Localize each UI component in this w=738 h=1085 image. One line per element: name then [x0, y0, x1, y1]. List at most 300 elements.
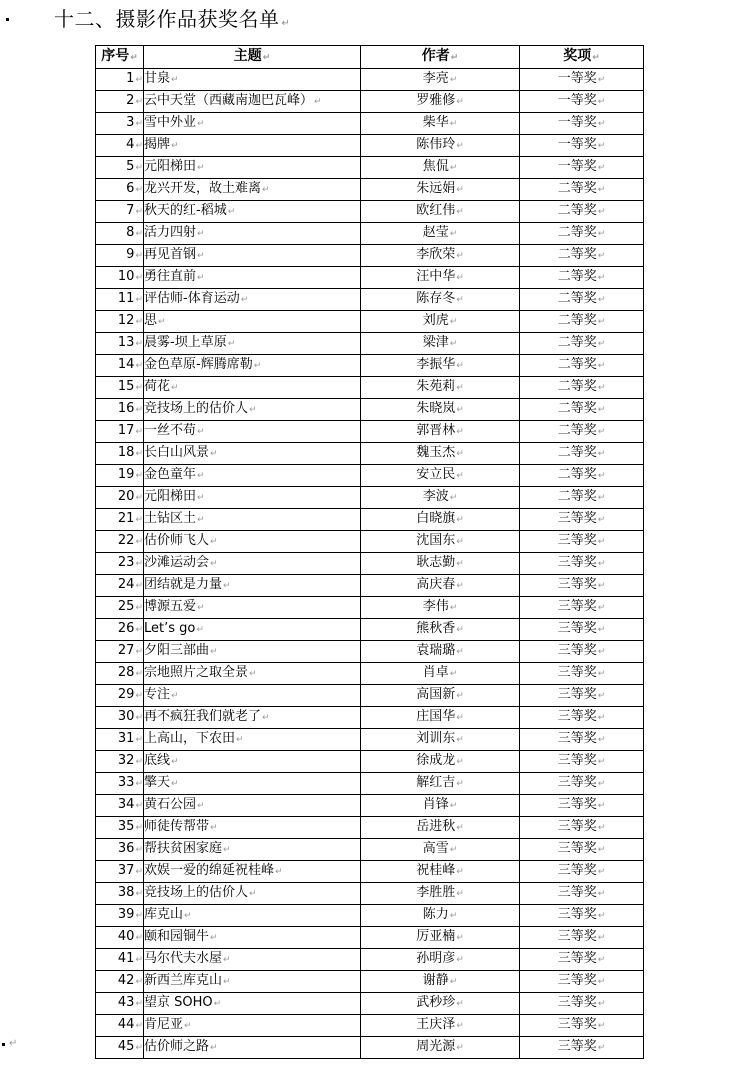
paragraph-mark-icon: ↵: [456, 999, 464, 1009]
paragraph-mark-icon: ↵: [456, 405, 464, 415]
paragraph-mark-icon: ↵: [597, 75, 606, 85]
row-no-cell: [96, 663, 144, 685]
paragraph-mark-icon: ↵: [135, 361, 143, 371]
row-no-cell: [96, 91, 144, 113]
header-no-label: 序号: [101, 48, 130, 64]
table-row: [96, 795, 644, 817]
row-topic-cell: [144, 641, 361, 663]
row-award: 一等奖: [557, 115, 597, 130]
row-author: 郭晋林: [416, 423, 456, 438]
row-award-cell: [520, 135, 644, 157]
row-topic: 肯尼亚: [144, 1017, 184, 1032]
row-author-cell: [361, 993, 520, 1015]
row-author: 朱晓岚: [416, 401, 456, 416]
paragraph-mark-icon: ↵: [135, 1043, 143, 1053]
paragraph-mark-icon: ↵: [456, 691, 464, 701]
row-no: 10: [117, 269, 135, 284]
row-no: 21: [117, 511, 135, 526]
paragraph-mark-icon: ↵: [184, 911, 192, 921]
row-author-cell: [361, 773, 520, 795]
row-topic-cell: [144, 267, 361, 289]
paragraph-mark-icon: ↵: [456, 449, 464, 459]
row-no: 33: [117, 775, 135, 790]
row-award-cell: [520, 707, 644, 729]
row-award-cell: [520, 157, 644, 179]
table-row: [96, 135, 644, 157]
row-no: 15: [117, 379, 135, 394]
paragraph-mark-icon: ↵: [456, 867, 464, 877]
row-no-cell: [96, 597, 144, 619]
row-no: 8: [126, 225, 135, 240]
row-author-cell: [361, 971, 520, 993]
header-author: [361, 46, 520, 69]
row-topic: 估价师之路: [144, 1039, 210, 1054]
paragraph-mark-icon: ↵: [197, 229, 205, 239]
row-topic: 库克山: [144, 907, 184, 922]
row-award: 二等奖: [557, 445, 597, 460]
row-award: 三等奖: [557, 907, 597, 922]
paragraph-mark-icon: ↵: [227, 339, 236, 349]
page-title: [54, 6, 290, 37]
table-row: [96, 685, 644, 707]
row-author-cell: [361, 223, 520, 245]
row-no-cell: [96, 355, 144, 377]
paragraph-mark-icon: ↵: [236, 735, 244, 745]
row-author-cell: [361, 421, 520, 443]
row-no-cell: [96, 69, 144, 91]
table-row: [96, 883, 644, 905]
paragraph-mark-icon: ↵: [223, 845, 231, 855]
row-topic: 金色童年: [144, 467, 197, 482]
row-topic-cell: [144, 861, 361, 883]
row-author-cell: [361, 795, 520, 817]
paragraph-mark-icon: ↵: [597, 977, 606, 987]
paragraph-mark-icon: ↵: [135, 691, 143, 701]
paragraph-mark-icon: ↵: [135, 889, 143, 899]
row-author-cell: [361, 861, 520, 883]
header-topic-label: 主题: [233, 48, 262, 64]
row-no: 22: [117, 533, 135, 548]
paragraph-mark-icon: ↵: [456, 955, 464, 965]
row-author-cell: [361, 531, 520, 553]
paragraph-mark-icon: ↵: [171, 383, 179, 393]
paragraph-mark-icon: ↵: [240, 295, 249, 305]
paragraph-mark-icon: ↵: [135, 515, 143, 525]
row-no: 17: [117, 423, 135, 438]
paragraph-mark-icon: ↵: [597, 405, 606, 415]
row-award-cell: [520, 69, 644, 91]
paragraph-mark-icon: ↵: [456, 823, 464, 833]
row-award: 二等奖: [557, 225, 597, 240]
row-topic-cell: [144, 1015, 361, 1037]
row-no: 41: [117, 951, 135, 966]
row-no: 23: [117, 555, 135, 570]
row-no-cell: [96, 861, 144, 883]
row-topic: 思: [144, 313, 158, 328]
paragraph-mark-icon: ↵: [135, 823, 143, 833]
paragraph-mark-icon: ↵: [449, 669, 458, 679]
row-no: 44: [117, 1017, 135, 1032]
row-topic-cell: [144, 619, 361, 641]
paragraph-mark-icon: ↵: [213, 999, 222, 1009]
row-no: 34: [117, 797, 135, 812]
table-row: [96, 333, 644, 355]
paragraph-mark-icon: ↵: [456, 427, 464, 437]
paragraph-mark-icon: ↵: [135, 185, 143, 195]
paragraph-mark-icon: ↵: [597, 713, 606, 723]
paragraph-mark-icon: ↵: [597, 691, 606, 701]
row-no-cell: [96, 443, 144, 465]
paragraph-mark-icon: ↵: [197, 493, 205, 503]
row-award: 三等奖: [557, 951, 597, 966]
paragraph-mark-icon: ↵: [456, 273, 464, 283]
paragraph-mark-icon: ↵: [135, 207, 143, 217]
row-no: 35: [117, 819, 135, 834]
row-award: 二等奖: [557, 489, 597, 504]
row-award: 一等奖: [557, 71, 597, 86]
row-award: 三等奖: [557, 665, 597, 680]
paragraph-mark-icon: ↵: [597, 427, 606, 437]
row-award-cell: [520, 267, 644, 289]
table-row: [96, 289, 644, 311]
row-topic-cell: [144, 707, 361, 729]
row-topic-cell: [144, 355, 361, 377]
row-award: 三等奖: [557, 885, 597, 900]
row-no: 16: [117, 401, 135, 416]
row-award: 三等奖: [557, 687, 597, 702]
row-author-cell: [361, 201, 520, 223]
paragraph-mark-icon: ↵: [223, 955, 231, 965]
row-award-cell: [520, 421, 644, 443]
paragraph-mark-icon: ↵: [597, 559, 606, 569]
paragraph-mark-icon: ↵: [135, 911, 143, 921]
paragraph-mark-icon: ↵: [597, 515, 606, 525]
row-topic-cell: [144, 509, 361, 531]
table-row: [96, 707, 644, 729]
row-author: 祝桂峰: [416, 863, 456, 878]
paragraph-mark-icon: ↵: [597, 889, 606, 899]
row-author-cell: [361, 1037, 520, 1059]
row-author-cell: [361, 69, 520, 91]
paragraph-mark-icon: ↵: [135, 625, 143, 635]
row-award: 二等奖: [557, 291, 597, 306]
paragraph-mark-icon: ↵: [135, 383, 143, 393]
row-award: 三等奖: [557, 973, 597, 988]
row-award-cell: [520, 839, 644, 861]
paragraph-mark-icon: ↵: [135, 405, 143, 415]
paragraph-mark-icon: ↵: [456, 515, 464, 525]
paragraph-mark-icon: ↵: [210, 449, 218, 459]
row-no: 31: [117, 731, 135, 746]
row-topic-cell: [144, 883, 361, 905]
paragraph-mark-icon: ↵: [597, 823, 606, 833]
paragraph-mark-icon: ↵: [210, 823, 218, 833]
row-no-cell: [96, 509, 144, 531]
paragraph-mark-icon: ↵: [262, 185, 270, 195]
table-row: [96, 399, 644, 421]
row-award-cell: [520, 597, 644, 619]
row-topic: 土钻区土: [144, 511, 197, 526]
row-author-cell: [361, 245, 520, 267]
paragraph-mark-icon: ↵: [210, 1043, 218, 1053]
row-no: 9: [126, 247, 135, 262]
paragraph-mark-icon: ↵: [135, 669, 143, 679]
row-author: 庄国华: [416, 709, 456, 724]
paragraph-mark-icon: ↵: [135, 493, 143, 503]
row-award-cell: [520, 179, 644, 201]
row-author: 高国新: [416, 687, 456, 702]
paragraph-mark-icon: ↵: [456, 361, 464, 371]
row-author-cell: [361, 465, 520, 487]
row-topic: 马尔代夫水屋: [144, 951, 223, 966]
row-topic: 竞技场上的估价人: [144, 401, 249, 416]
row-award: 三等奖: [557, 775, 597, 790]
row-award: 二等奖: [557, 467, 597, 482]
row-award-cell: [520, 531, 644, 553]
row-award-cell: [520, 245, 644, 267]
awards-table-body: [96, 69, 644, 1059]
table-row: [96, 509, 644, 531]
row-topic: 龙兴开发，故土难离: [144, 181, 262, 196]
row-author-cell: [361, 883, 520, 905]
paragraph-mark-icon: ↵: [456, 207, 464, 217]
paragraph-mark-icon: ↵: [456, 735, 464, 745]
table-row: [96, 949, 644, 971]
table-row: [96, 971, 644, 993]
bullet-marker: [6, 18, 9, 21]
row-no-cell: [96, 1015, 144, 1037]
row-no: 12: [117, 313, 135, 328]
row-topic-cell: [144, 421, 361, 443]
table-row: [96, 773, 644, 795]
row-award-cell: [520, 509, 644, 531]
row-award: 三等奖: [557, 709, 597, 724]
row-award: 三等奖: [557, 1017, 597, 1032]
paragraph-mark-icon: ↵: [449, 163, 458, 173]
page-title-text: 十二、摄影作品获奖名单: [54, 7, 280, 31]
row-author-cell: [361, 905, 520, 927]
row-no-cell: [96, 751, 144, 773]
row-topic: 金色草原-辉腾席勒: [144, 357, 253, 372]
paragraph-mark-icon: ↵: [135, 603, 143, 613]
row-topic-cell: [144, 465, 361, 487]
paragraph-mark-icon: ↵: [135, 647, 143, 657]
row-award-cell: [520, 377, 644, 399]
row-no: 24: [117, 577, 135, 592]
row-topic: 黄石公园: [144, 797, 197, 812]
row-award-cell: [520, 773, 644, 795]
row-no: 29: [117, 687, 135, 702]
paragraph-mark-icon: ↵: [456, 581, 464, 591]
table-row: [96, 641, 644, 663]
row-no-cell: [96, 421, 144, 443]
paragraph-mark-icon: ↵: [135, 119, 143, 129]
row-author: 解红吉: [416, 775, 456, 790]
paragraph-mark-icon: ↵: [135, 273, 143, 283]
row-topic-cell: [144, 575, 361, 597]
paragraph-mark-icon: ↵: [597, 933, 606, 943]
row-topic-cell: [144, 993, 361, 1015]
paragraph-mark-icon: ↵: [597, 647, 606, 657]
row-award-cell: [520, 883, 644, 905]
paragraph-mark-icon: ↵: [456, 1021, 464, 1031]
section-heading: [0, 6, 738, 32]
row-award: 二等奖: [557, 423, 597, 438]
row-author-cell: [361, 355, 520, 377]
table-row: [96, 839, 644, 861]
table-row: [96, 751, 644, 773]
row-no-cell: [96, 179, 144, 201]
row-topic: 揭牌: [144, 137, 171, 152]
row-topic-cell: [144, 399, 361, 421]
row-no: 26: [117, 621, 135, 636]
row-topic: 博源五爱: [144, 599, 197, 614]
row-no-cell: [96, 971, 144, 993]
row-no-cell: [96, 685, 144, 707]
row-topic: 帮扶贫困家庭: [144, 841, 223, 856]
row-no: 6: [126, 181, 135, 196]
row-award: 三等奖: [557, 621, 597, 636]
paragraph-mark-icon: ↵: [597, 273, 606, 283]
paragraph-mark-icon: ↵: [135, 559, 143, 569]
row-award-cell: [520, 223, 644, 245]
paragraph-mark-icon: ↵: [197, 801, 205, 811]
row-no: 18: [117, 445, 135, 460]
row-topic: 一丝不苟: [144, 423, 197, 438]
paragraph-mark-icon: ↵: [456, 383, 464, 393]
paragraph-mark-icon: ↵: [171, 779, 179, 789]
paragraph-mark-icon: ↵: [249, 669, 257, 679]
row-topic-cell: [144, 113, 361, 135]
paragraph-mark-icon: ↵: [135, 779, 143, 789]
row-author-cell: [361, 333, 520, 355]
row-author: 白晓旗: [416, 511, 456, 526]
row-author: 李欣荣: [416, 247, 456, 262]
paragraph-mark-icon: ↵: [449, 911, 458, 921]
row-award: 三等奖: [557, 555, 597, 570]
row-author-cell: [361, 707, 520, 729]
row-topic: 元阳梯田: [144, 489, 197, 504]
row-award: 二等奖: [557, 379, 597, 394]
paragraph-mark-icon: ↵: [197, 273, 205, 283]
row-no: 30: [117, 709, 135, 724]
row-author: 耿志勤: [416, 555, 456, 570]
row-author: 孙明彦: [416, 951, 456, 966]
row-award-cell: [520, 861, 644, 883]
paragraph-mark-icon: ↵: [135, 735, 143, 745]
paragraph-mark-icon: ↵: [253, 361, 262, 371]
row-no-cell: [96, 245, 144, 267]
paragraph-mark-icon: ↵: [135, 933, 143, 943]
row-no-cell: [96, 795, 144, 817]
row-award-cell: [520, 949, 644, 971]
paragraph-mark-icon: ↵: [597, 1043, 606, 1053]
paragraph-mark-icon: ↵: [597, 955, 606, 965]
row-author-cell: [361, 751, 520, 773]
paragraph-mark-icon: ↵: [597, 229, 606, 239]
paragraph-mark-icon: ↵: [135, 581, 143, 591]
paragraph-mark-icon: ↵: [197, 163, 205, 173]
row-no-cell: [96, 773, 144, 795]
paragraph-mark-icon: ↵: [171, 757, 179, 767]
row-no-cell: [96, 311, 144, 333]
row-award-cell: [520, 817, 644, 839]
row-author-cell: [361, 135, 520, 157]
row-author-cell: [361, 113, 520, 135]
row-award: 三等奖: [557, 995, 597, 1010]
paragraph-mark-icon: ↵: [262, 713, 270, 723]
paragraph-mark-icon: ↵: [597, 339, 606, 349]
paragraph-mark-icon: ↵: [135, 537, 143, 547]
table-row: [96, 421, 644, 443]
row-topic-cell: [144, 817, 361, 839]
row-award-cell: [520, 795, 644, 817]
row-topic-cell: [144, 311, 361, 333]
row-topic: 欢娱一爱的绵延祝桂峰: [144, 863, 275, 878]
row-author: 谢静: [422, 973, 449, 988]
row-topic: 勇往直前: [144, 269, 197, 284]
row-award-cell: [520, 993, 644, 1015]
row-author: 欧红伟: [416, 203, 456, 218]
row-award-cell: [520, 553, 644, 575]
row-topic: Let’s go: [144, 621, 196, 636]
paragraph-mark-icon: ↵: [449, 229, 458, 239]
row-no-cell: [96, 289, 144, 311]
row-award: 三等奖: [557, 511, 597, 526]
row-topic-cell: [144, 927, 361, 949]
row-topic: 团结就是力量: [144, 577, 223, 592]
row-topic: 再见首钢: [144, 247, 197, 262]
row-author: 陈伟玲: [416, 137, 456, 152]
row-topic: 擎天: [144, 775, 171, 790]
paragraph-mark-icon: ↵: [456, 713, 464, 723]
row-award: 二等奖: [557, 247, 597, 262]
row-topic: 秋天的红-稻城: [144, 203, 227, 218]
row-award: 三等奖: [557, 533, 597, 548]
paragraph-mark-icon: ↵: [597, 1021, 606, 1031]
paragraph-mark-icon: ↵: [449, 493, 458, 503]
row-author: 魏玉杰: [416, 445, 456, 460]
paragraph-mark-icon: ↵: [456, 295, 464, 305]
row-topic: 雪中外业: [144, 115, 197, 130]
row-award-cell: [520, 333, 644, 355]
row-award-cell: [520, 729, 644, 751]
row-award: 二等奖: [557, 181, 597, 196]
row-award: 二等奖: [557, 313, 597, 328]
paragraph-mark-icon: ↵: [196, 625, 204, 635]
table-row: [96, 993, 644, 1015]
row-author: 沈国东: [416, 533, 456, 548]
row-award-cell: [520, 971, 644, 993]
paragraph-mark-icon: ↵: [597, 449, 606, 459]
row-topic-cell: [144, 663, 361, 685]
row-author: 李亮: [422, 71, 449, 86]
row-author-cell: [361, 597, 520, 619]
paragraph-mark-icon: ↵: [135, 757, 143, 767]
bullet-marker: [2, 1043, 5, 1046]
row-no-cell: [96, 619, 144, 641]
paragraph-mark-icon: ↵: [130, 53, 138, 63]
row-no: 32: [117, 753, 135, 768]
paragraph-mark-icon: ↵: [597, 581, 606, 591]
paragraph-mark-icon: ↵: [135, 251, 143, 261]
row-author: 焦侃: [422, 159, 449, 174]
table-row: [96, 531, 644, 553]
row-author-cell: [361, 553, 520, 575]
row-author-cell: [361, 641, 520, 663]
row-author: 周光源: [416, 1039, 456, 1054]
row-award: 二等奖: [557, 203, 597, 218]
